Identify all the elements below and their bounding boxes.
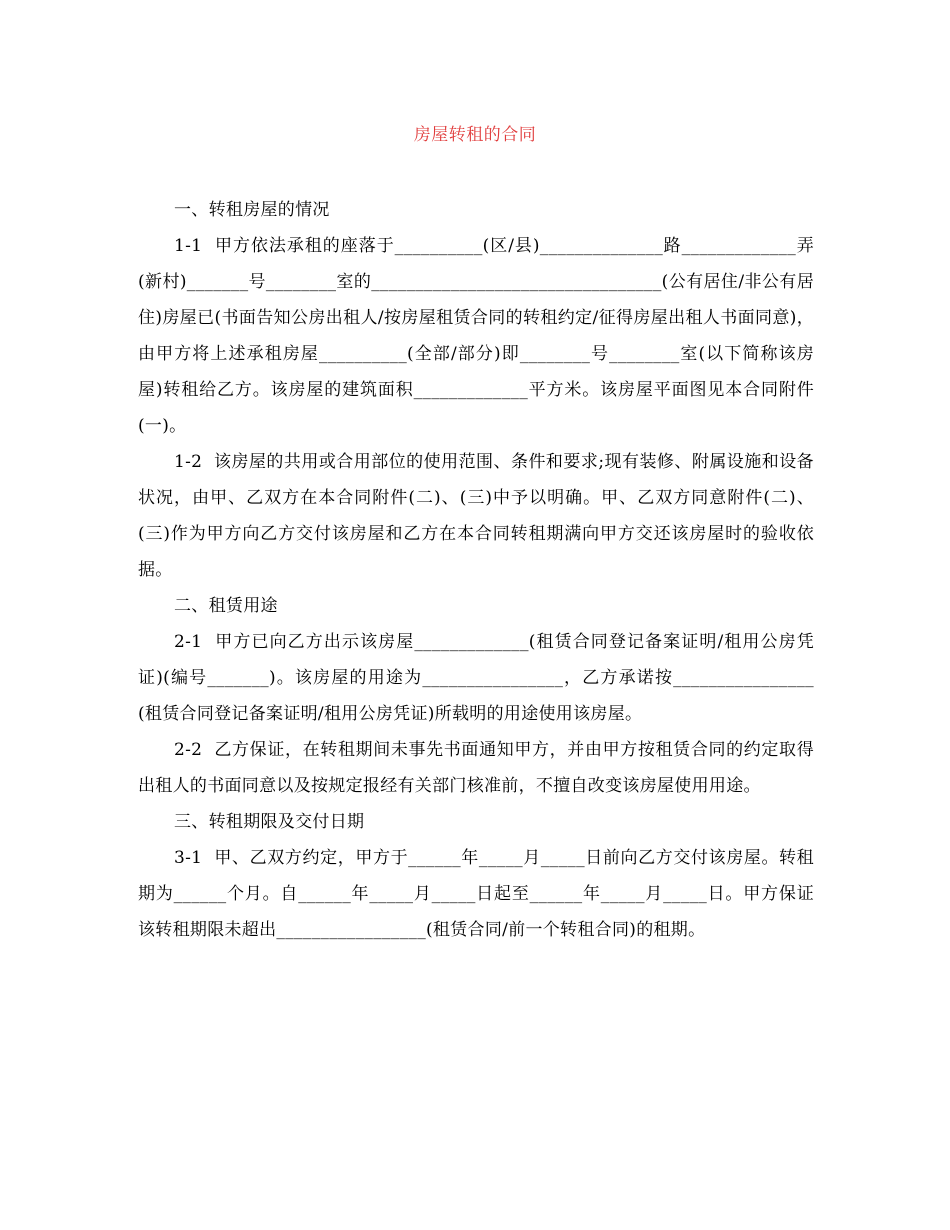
clause-paragraph: 1-2 该房屋的共用或合用部位的使用范围、条件和要求;现有装修、附属设施和设备状况，由甲、乙双方在本合同附件(二)、(三)中予以明确。甲、乙双方同意附件(二)、(三)作为甲方向乙方交付该房屋和乙方在本合同转租期满向甲方交还该房屋时的验收依据。 bbox=[138, 452, 814, 580]
clause-paragraph: 3-1 甲、乙双方约定，甲方于______年_____月_____日前向乙方交付该房屋。转租期为______个月。自______年_____月_____日起至______年_____月_____日。甲方保证该转租期限未超出_________________(租赁合同/前一个转租合同)的租期。 bbox=[138, 848, 814, 940]
section-heading: 二、租赁用途 bbox=[174, 596, 278, 616]
section-heading: 一、转租房屋的情况 bbox=[174, 200, 330, 220]
document-title: 房屋转租的合同 bbox=[413, 125, 537, 145]
clause-paragraph: 1-1 甲方依法承租的座落于__________(区/县)______________路_____________弄(新村)_______号________室的_________________________________(公有居住/非公有居住)房屋已(书面告知公房出租人/按房屋租赁合同的转租约定/征得房屋出租人书面同意)，由甲方将上述承租房屋__________(全部/部分)即________号________室(以下简称该房屋)转租给乙方。该房屋的建筑面积_____________平方米。该房屋平面图见本合同附件(一)。 bbox=[138, 236, 814, 436]
clause-paragraph: 2-1 甲方已向乙方出示该房屋_____________(租赁合同登记备案证明/租用公房凭证)(编号_______)。该房屋的用途为________________，乙方承诺按________________(租赁合同登记备案证明/租用公房凭证)所载明的用途使用该房屋。 bbox=[138, 632, 814, 724]
clause-paragraph: 2-2 乙方保证，在转租期间未事先书面通知甲方，并由甲方按租赁合同的约定取得出租人的书面同意以及按规定报经有关部门核准前，不擅自改变该房屋使用用途。 bbox=[138, 740, 814, 796]
document-body bbox=[138, 192, 814, 948]
section-heading: 三、转租期限及交付日期 bbox=[174, 812, 365, 832]
